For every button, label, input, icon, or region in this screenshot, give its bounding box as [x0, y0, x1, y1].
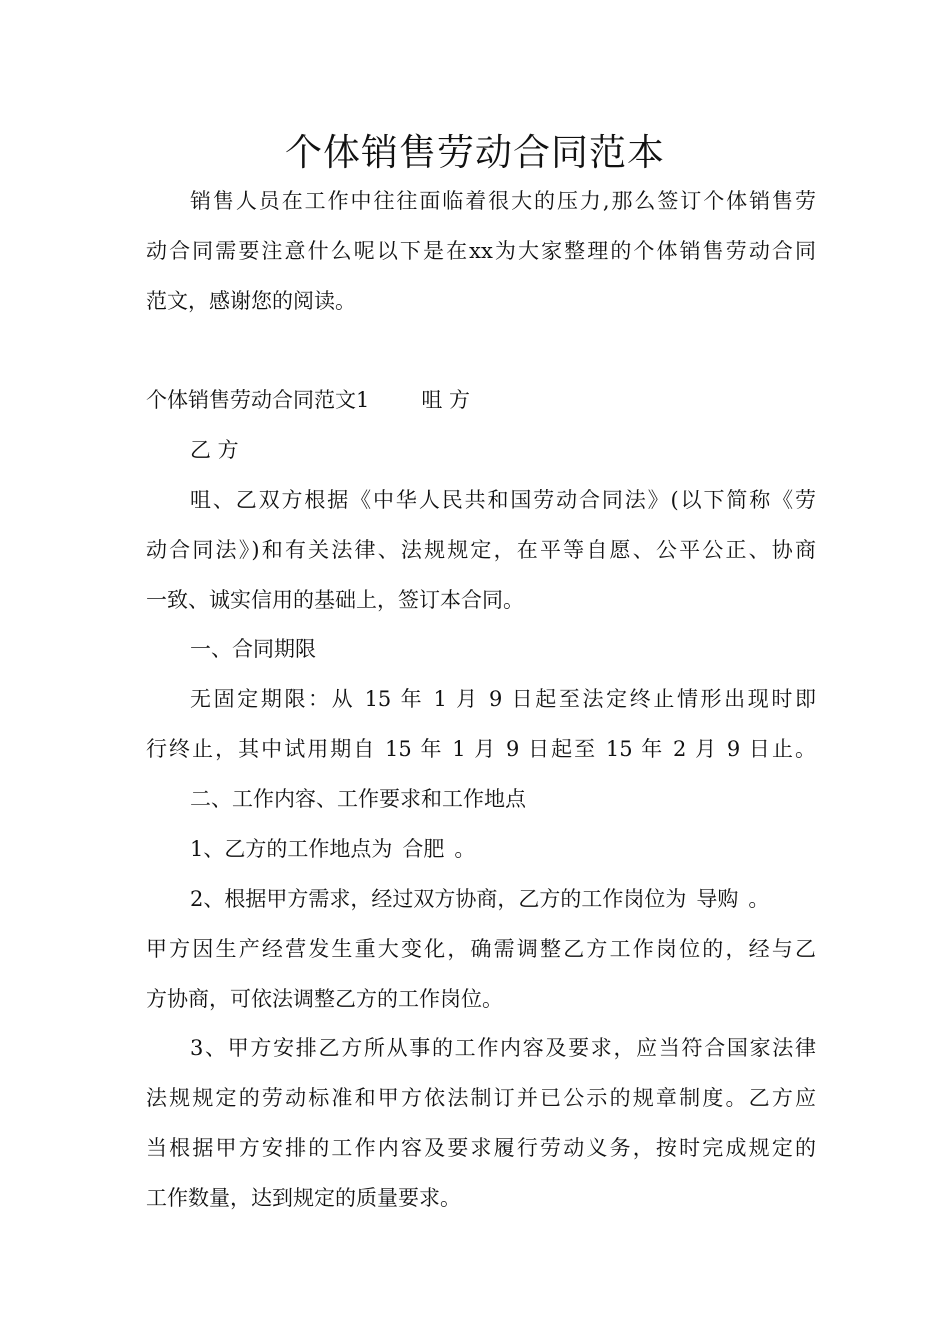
clause2-item3-line-2: 法规规定的劳动标准和甲方依法制订并已公示的规章制度。乙方应: [146, 1086, 816, 1110]
clause2-item3-line-1: 3、甲方安排乙方所从事的工作内容及要求，应当符合国家法律: [190, 1036, 816, 1060]
intro-line-3: 范文，感谢您的阅读。: [146, 289, 356, 313]
party-a-label: 咀 方: [421, 388, 471, 412]
clause2-item1-suffix: 。: [454, 837, 476, 861]
job-position-value: 导购: [696, 887, 739, 911]
section-heading-row: [146, 385, 816, 415]
party-b-label: 乙 方: [190, 438, 239, 462]
clause1-heading: 一、合同期限: [190, 637, 316, 661]
clause2-item3-line-4: 工作数量，达到规定的质量要求。: [146, 1186, 461, 1210]
intro-line-2: 动合同需要注意什么呢以下是在xx为大家整理的个体销售劳动合同: [146, 239, 816, 263]
clause2-item2-line-2: 甲方因生产经营发生重大变化，确需调整乙方工作岗位的，经与乙: [146, 937, 816, 961]
clause1-line-2: 行终止，其中试用期自 15 年 1 月 9 日起至 15 年 2 月 9 日止。: [146, 737, 816, 761]
work-location-value: 合肥: [402, 837, 445, 861]
clause2-heading: 二、工作内容、工作要求和工作地点: [190, 787, 526, 811]
clause2-item2-prefix: 2、根据甲方需求，经过双方协商，乙方的工作岗位为: [190, 887, 687, 911]
clause2-item2-line-3: 方协商，可依法调整乙方的工作岗位。: [146, 987, 503, 1011]
preamble-line-2: 动合同法》)和有关法律、法规规定，在平等自愿、公平公正、协商: [146, 538, 816, 562]
clause2-item1-prefix: 1、乙方的工作地点为: [190, 837, 393, 861]
clause2-item2: [146, 884, 816, 914]
clause1-line-1: 无固定期限：从 15 年 1 月 9 日起至法定终止情形出现时即: [190, 687, 816, 711]
preamble-line-1: 咀、乙双方根据《中华人民共和国劳动合同法》(以下简称《劳: [190, 488, 816, 512]
clause2-item3-line-3: 当根据甲方安排的工作内容及要求履行劳动义务，按时完成规定的: [146, 1136, 816, 1160]
document-title: 个体销售劳动合同范本: [285, 131, 665, 174]
clause2-item1: [146, 834, 816, 864]
intro-line-1: 销售人员在工作中往往面临着很大的压力,那么签订个体销售劳: [190, 189, 816, 213]
section-heading: 个体销售劳动合同范文1: [146, 388, 370, 412]
preamble-line-3: 一致、诚实信用的基础上，签订本合同。: [146, 588, 524, 612]
clause2-item2-suffix: 。: [748, 887, 770, 911]
